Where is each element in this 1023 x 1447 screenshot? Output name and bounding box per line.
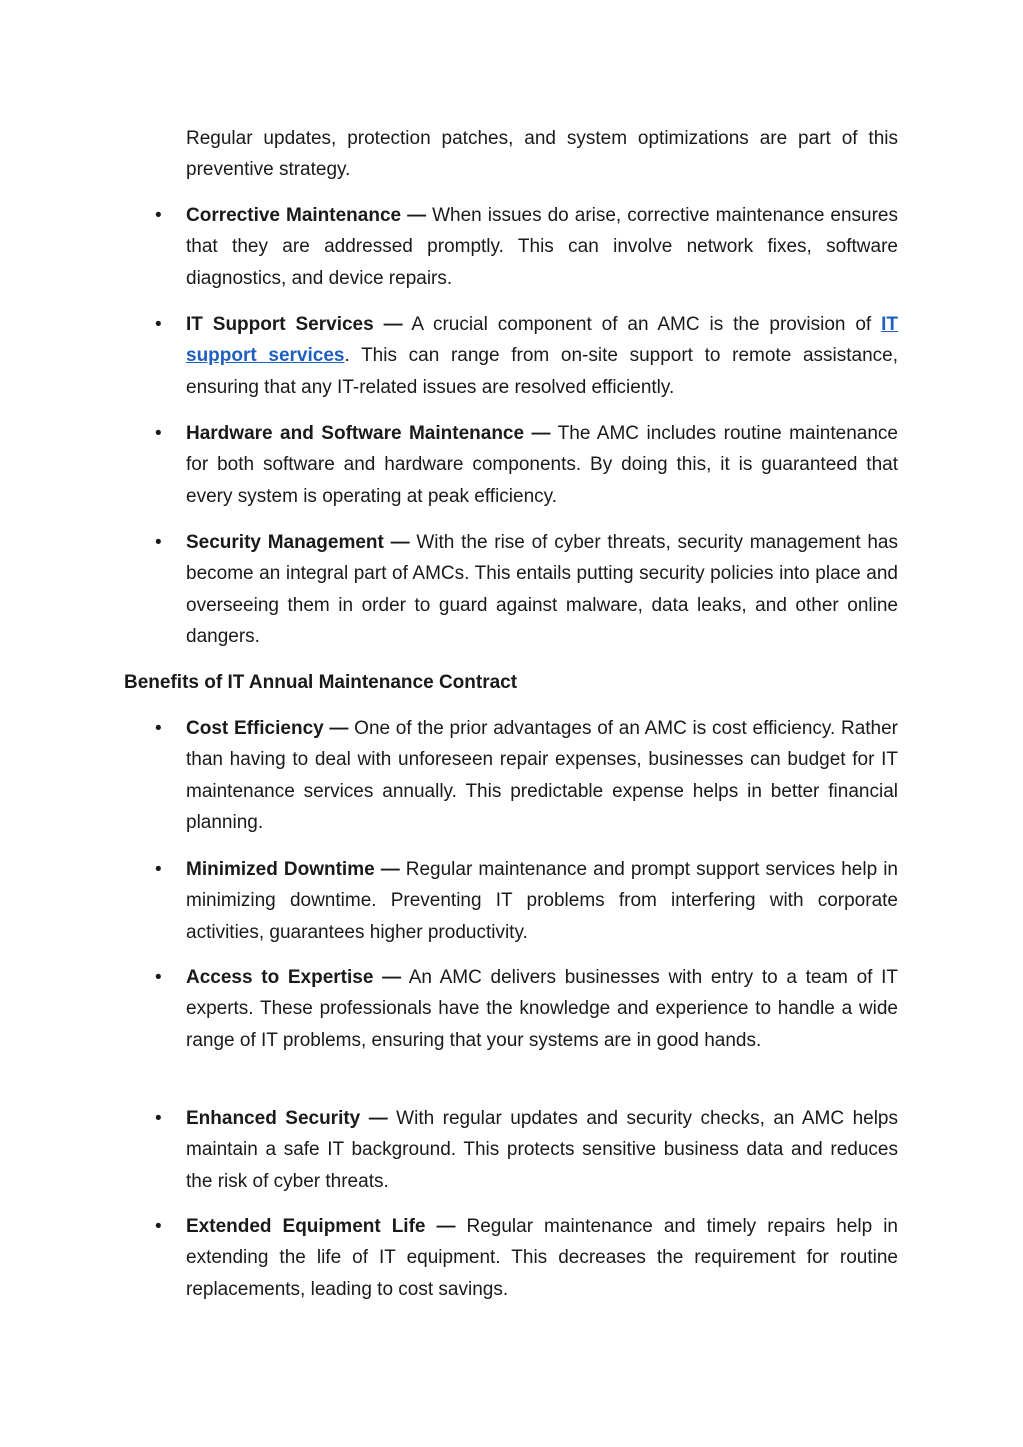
term-label: Extended Equipment Life — bbox=[186, 1216, 456, 1237]
term-label: IT Support Services — bbox=[186, 314, 403, 335]
bullet-icon: • bbox=[155, 1108, 162, 1129]
bullet-icon: • bbox=[155, 532, 162, 553]
term-description: With regular updates and security checks, an AMC helps maintain a safe IT background. This protects sensitive business data and reduces the risk of cyber threats. bbox=[186, 1108, 898, 1192]
list-item-security-management bbox=[155, 527, 898, 652]
bullet-icon: • bbox=[155, 314, 162, 335]
bullet-icon: • bbox=[155, 859, 162, 880]
term-label: Access to Expertise — bbox=[186, 967, 402, 988]
bullet-icon: • bbox=[155, 1216, 162, 1237]
term-label: Corrective Maintenance — bbox=[186, 205, 427, 226]
term-label: Cost Efficiency — bbox=[186, 718, 349, 739]
term-label: Hardware and Software Maintenance — bbox=[186, 423, 551, 444]
term-description: With the rise of cyber threats, security management has become an integral part of AMCs. This entails putting security policies into place and overseeing them in order to guard against malware, data leaks, and other online dangers. bbox=[186, 532, 898, 647]
list-item-it-support-services bbox=[155, 309, 898, 403]
bullet-icon: • bbox=[155, 967, 162, 988]
list-item-access-to-expertise bbox=[155, 962, 898, 1056]
list-item-enhanced-security bbox=[155, 1103, 898, 1197]
list-item-corrective-maintenance bbox=[155, 200, 898, 294]
section-heading-benefits: Benefits of IT Annual Maintenance Contract bbox=[124, 672, 518, 693]
term-label: Security Management — bbox=[186, 532, 410, 553]
term-description-continued: . This can range from on-site support to remote assistance, ensuring that any IT-related issues are resolved efficiently. bbox=[186, 345, 898, 398]
term-label: Minimized Downtime — bbox=[186, 859, 400, 880]
term-description: Regular maintenance and timely repairs help in extending the life of IT equipment. This decreases the requirement for routine replacements, leading to cost savings. bbox=[186, 1216, 898, 1300]
term-label: Enhanced Security — bbox=[186, 1108, 388, 1129]
list-item-hardware-software-maintenance bbox=[155, 418, 898, 512]
list-item-minimized-downtime bbox=[155, 854, 898, 948]
term-description: One of the prior advantages of an AMC is cost efficiency. Rather than having to deal with unforeseen repair expenses, businesses can budget for IT maintenance services annually. This predictable expense helps in better financial planning. bbox=[186, 718, 899, 833]
list-item-cost-efficiency bbox=[155, 713, 899, 838]
term-description: Regular maintenance and prompt support services help in minimizing downtime. Preventing IT problems from interfering with corporate activities, guarantees higher productivity. bbox=[186, 859, 898, 943]
intro-continuation: Regular updates, protection patches, and system optimizations are part of this preventive strategy. bbox=[186, 128, 898, 181]
bullet-icon: • bbox=[155, 423, 162, 444]
list-item-extended-equipment-life bbox=[155, 1211, 898, 1305]
term-description: An AMC delivers businesses with entry to a team of IT experts. These professionals have the knowledge and experience to handle a wide range of IT problems, ensuring that your systems are in good hands. bbox=[186, 967, 898, 1051]
term-description: The AMC includes routine maintenance for both software and hardware components. By doing this, it is guaranteed that every system is operating at peak efficiency. bbox=[186, 423, 898, 507]
bullet-icon: • bbox=[155, 205, 162, 226]
term-description: When issues do arise, corrective maintenance ensures that they are addressed promptly. This can involve network fixes, software diagnostics, and device repairs. bbox=[186, 205, 898, 289]
term-description: A crucial component of an AMC is the provision of bbox=[402, 314, 882, 335]
bullet-icon: • bbox=[155, 718, 162, 739]
it-support-services-link[interactable]: IT support services bbox=[186, 314, 898, 367]
